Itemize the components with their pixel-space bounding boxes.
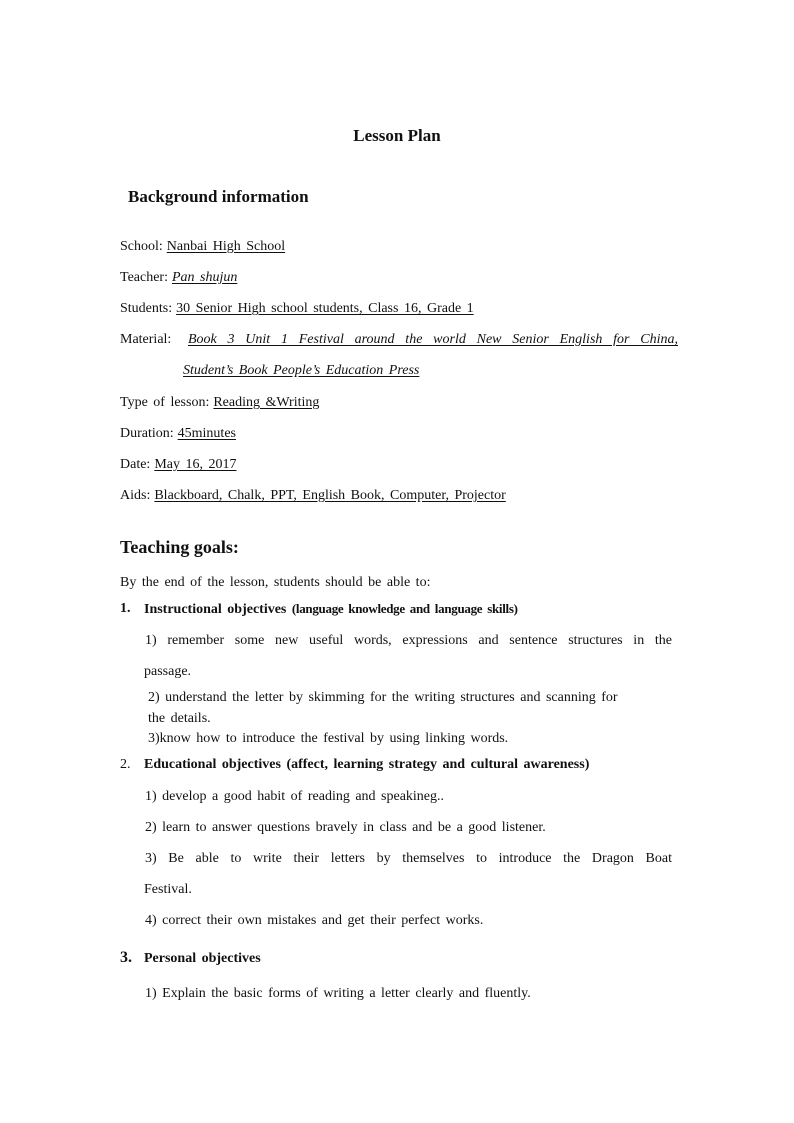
field-label: Type of lesson: [120, 395, 210, 410]
field-value: Book 3 Unit 1 Festival around the world New Senior English for China, [188, 332, 678, 347]
goals-intro: By the end of the lesson, students should be able to: [120, 575, 431, 590]
field-value: May 16, 2017 [154, 457, 237, 472]
field-date [120, 457, 237, 473]
background-heading: Background information [128, 187, 309, 206]
field-label: Material: [120, 332, 172, 347]
objective-number: 2. [120, 757, 131, 772]
objective-item: 2) understand the letter by skimming for the writing structures and scanning for [148, 690, 618, 705]
teaching-goals-heading: Teaching goals: [120, 537, 239, 557]
field-label: Aids: [120, 488, 151, 503]
objective-item: 2) learn to answer questions bravely in class and be a good listener. [145, 820, 546, 835]
field-value: Reading &Writing [213, 395, 320, 410]
objective-title-personal: Personal objectives [144, 951, 261, 966]
objective-item: 1) develop a good habit of reading and speakineg.. [145, 789, 445, 804]
field-label: Duration: [120, 426, 174, 441]
field-students [120, 301, 474, 317]
objective-item: passage. [144, 664, 192, 679]
field-value: 45minutes [177, 426, 236, 441]
objective-item: 4) correct their own mistakes and get their perfect works. [145, 913, 484, 928]
objective-title-instructional: Instructional objectives (language knowledge and language skills) [144, 601, 518, 617]
objective-item: 3) Be able to write their letters by themselves to introduce the Dragon Boat [145, 851, 672, 866]
field-value: Pan shujun [171, 270, 238, 285]
field-aids [120, 488, 506, 504]
field-type-of-lesson [120, 395, 319, 411]
objective-item: 1) remember some new useful words, expressions and sentence structures in the [145, 633, 672, 648]
objective-item: Festival. [144, 882, 192, 897]
field-teacher [120, 270, 237, 286]
field-material-continuation: Student’s Book People’s Education Press [183, 363, 420, 378]
field-material [120, 332, 678, 348]
field-duration [120, 426, 236, 442]
field-value: Blackboard, Chalk, PPT, English Book, Computer, Projector [154, 488, 506, 503]
objective-number: 1. [120, 601, 131, 616]
field-label: School: [120, 239, 163, 254]
field-school [120, 239, 285, 255]
field-value: 30 Senior High school students, Class 16, Grade 1 [176, 301, 474, 316]
objective-number: 3. [120, 949, 132, 966]
page-title: Lesson Plan [353, 126, 441, 145]
objective-title-educational: Educational objectives (affect, learning strategy and cultural awareness) [144, 757, 590, 772]
objective-item: 3)know how to introduce the festival by using linking words. [148, 731, 509, 746]
field-label: Teacher: [120, 270, 168, 285]
field-label: Students: [120, 301, 173, 316]
field-label: Date: [120, 457, 151, 472]
field-value: Nanbai High School [166, 239, 286, 254]
objective-item: 1) Explain the basic forms of writing a letter clearly and fluently. [145, 986, 531, 1001]
objective-item: the details. [148, 711, 211, 726]
